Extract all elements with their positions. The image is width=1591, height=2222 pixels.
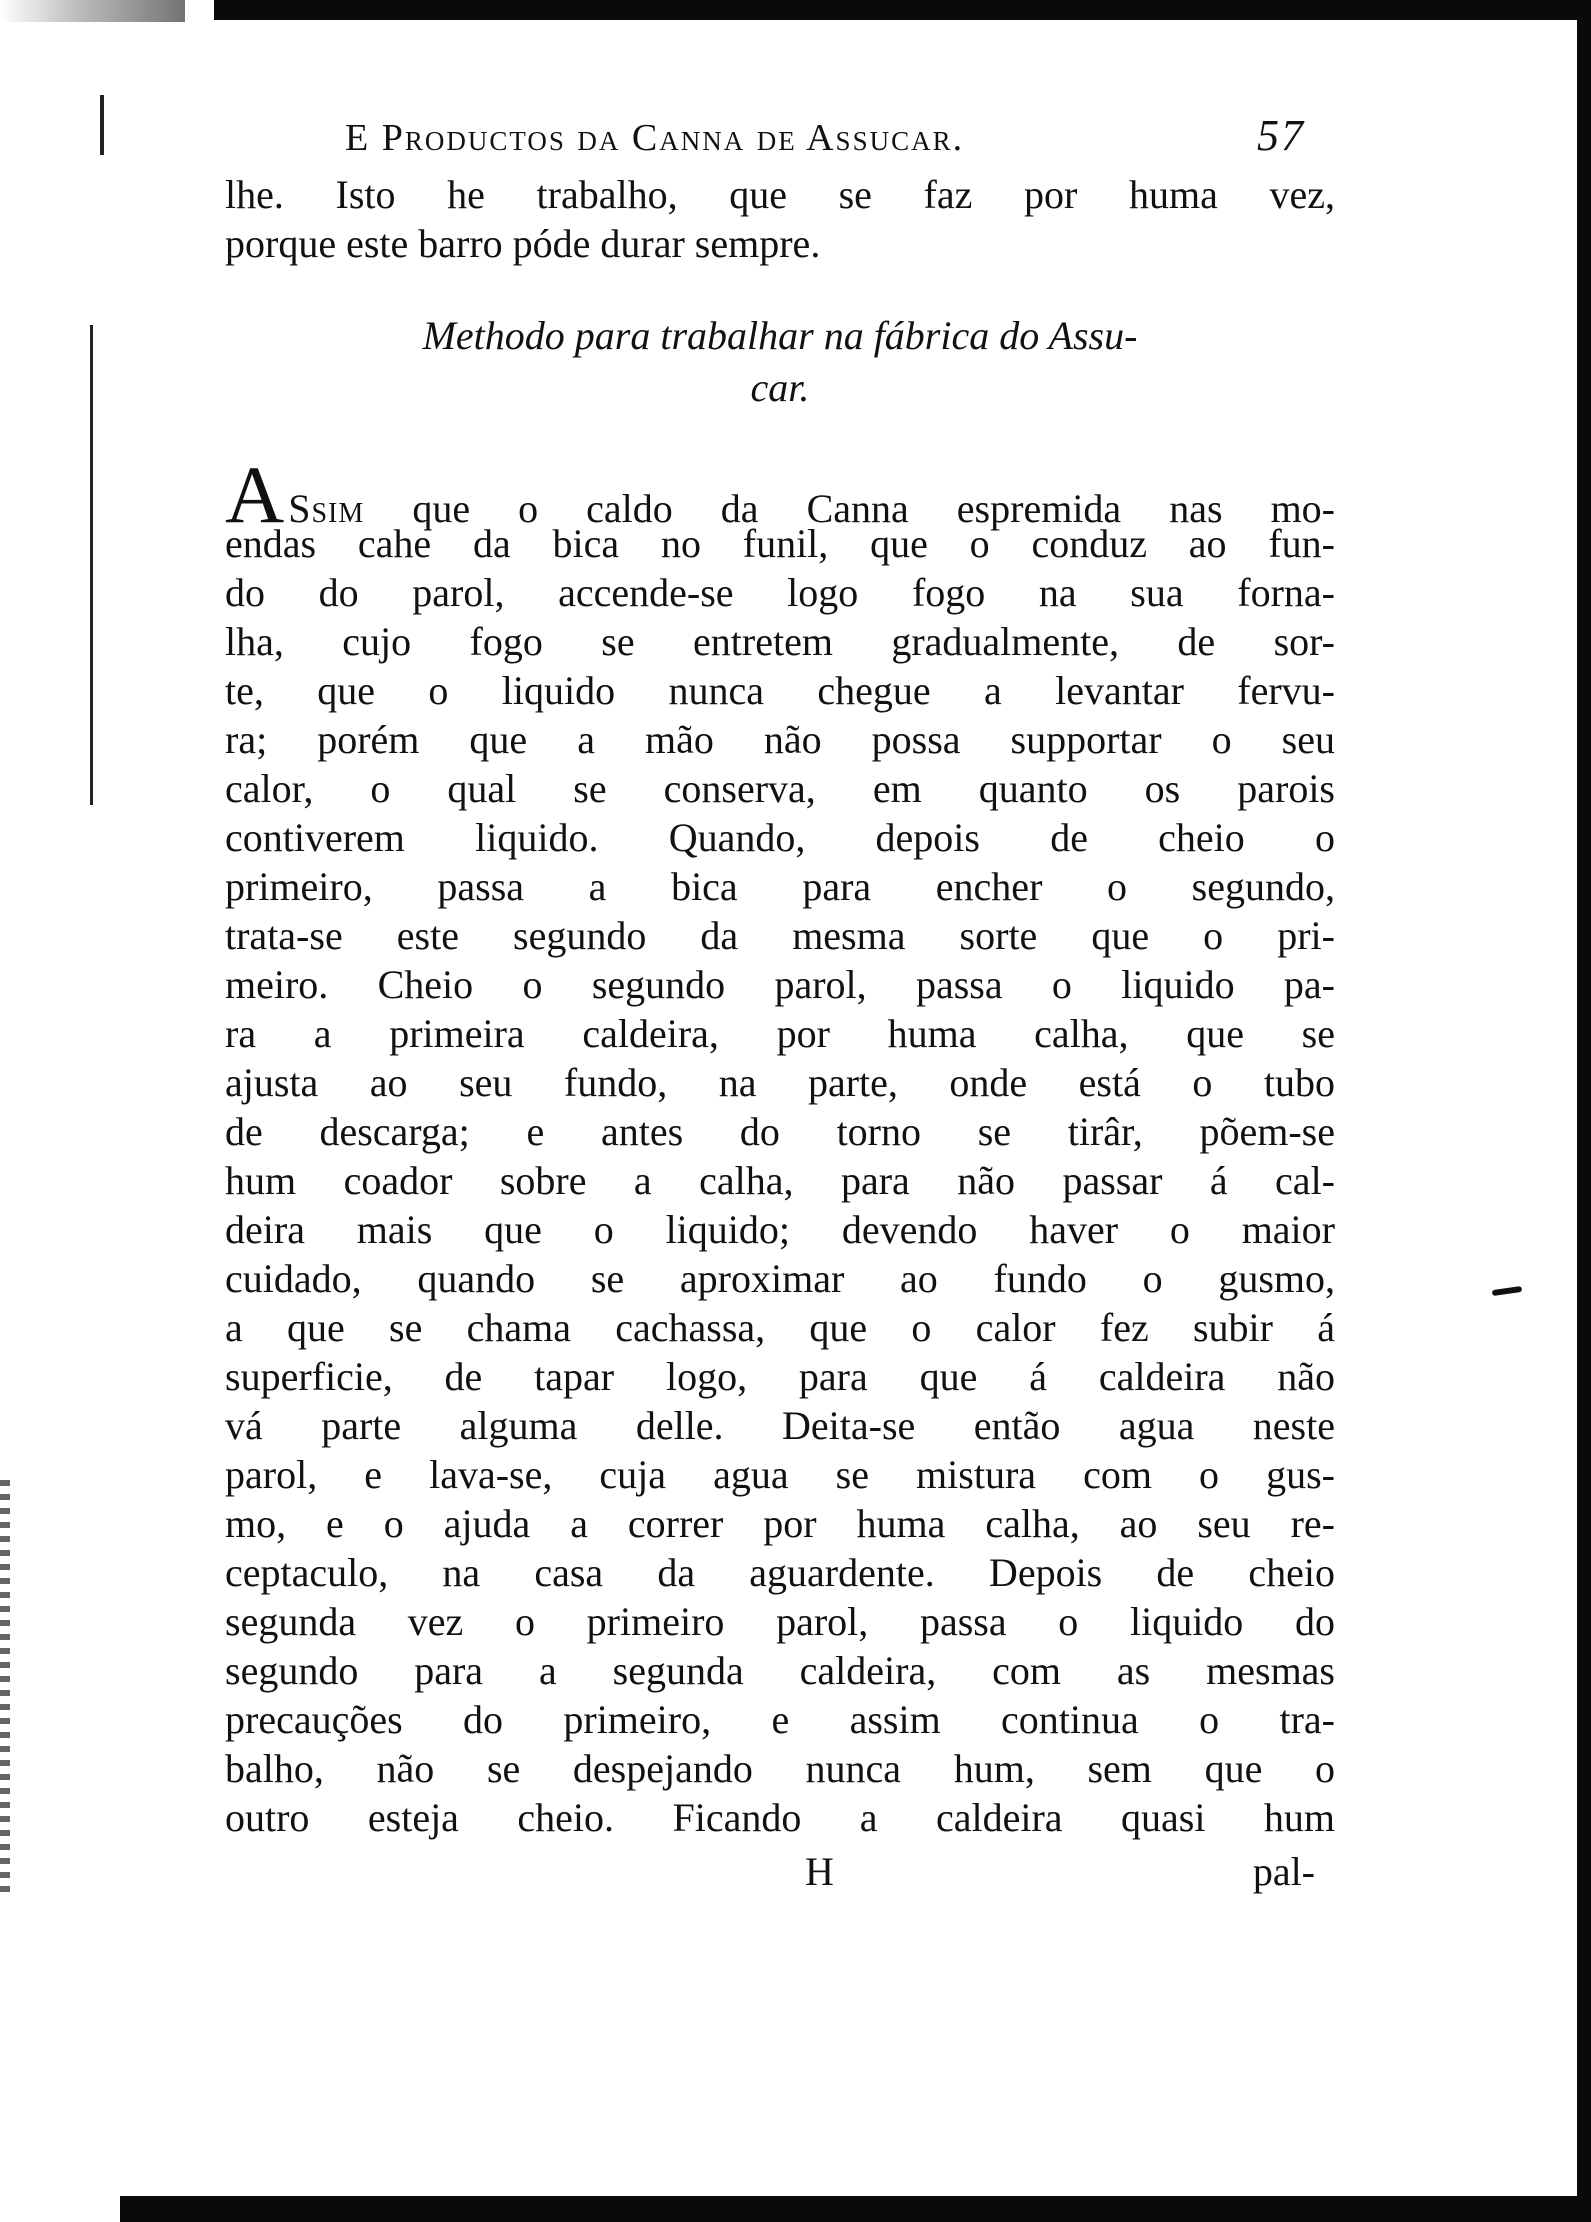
signature-mark: H [805, 1849, 834, 1894]
catchword: pal- [1252, 1849, 1315, 1894]
first-word-smallcaps: Ssim [288, 486, 365, 531]
margin-rule [90, 325, 93, 805]
text-line: contiverem liquido. Quando, depois de cheio o [225, 815, 1335, 860]
text-line: porque este barro póde durar sempre. [225, 221, 821, 266]
text-line: calor, o qual se conserva, em quanto os parois [225, 766, 1335, 811]
section-heading-line: Methodo para trabalhar na fábrica do Assu- [422, 313, 1138, 358]
running-title: E Productos da Canna de Assucar. [345, 117, 965, 159]
text-line: balho, não se despejando nunca hum, sem que o [225, 1746, 1335, 1791]
text-line: ra; porém que a mão não possa supportar o seu [225, 717, 1335, 762]
text-line: vá parte alguma delle. Deita-se então agua neste [225, 1403, 1335, 1448]
text-line: de descarga; e antes do torno se tirâr, põem-se [225, 1109, 1335, 1154]
scan-bottom-border [120, 2196, 1591, 2222]
scan-smudge [0, 0, 185, 22]
page-footer [225, 1848, 1335, 1904]
section-heading-line: car. [750, 365, 810, 410]
body-paragraph [225, 449, 1336, 1842]
first-text-line [225, 449, 1336, 540]
stray-ink-mark [1492, 1286, 1523, 1296]
margin-mark [100, 95, 104, 155]
text-line: endas cahe da bica no funil, que o conduz ao fun- [225, 521, 1335, 566]
text-line: deira mais que o liquido; devendo haver o maior [225, 1207, 1335, 1252]
book-page [225, 110, 1335, 1904]
first-line-text: que o caldo da Canna espremida nas mo- [412, 486, 1336, 531]
text-line: do do parol, accende-se logo fogo na sua forna- [225, 570, 1335, 615]
page-number: 57 [1257, 111, 1305, 160]
text-line: a que se chama cachassa, que o calor fez subir á [225, 1305, 1335, 1350]
drop-cap: A [225, 449, 285, 540]
text-line: segunda vez o primeiro parol, passa o liquido do [225, 1599, 1335, 1644]
text-line: te, que o liquido nunca chegue a levantar fervu- [225, 668, 1335, 713]
text-line: cuidado, quando se aproximar ao fundo o gusmo, [225, 1256, 1335, 1301]
text-line: ra a primeira caldeira, por huma calha, que se [225, 1011, 1335, 1056]
text-line: outro esteja cheio. Ficando a caldeira quasi hum [225, 1795, 1335, 1840]
scan-top-border [214, 0, 1591, 20]
text-line: parol, e lava-se, cuja agua se mistura com o gus- [225, 1452, 1335, 1497]
text-line: precauções do primeiro, e assim continua o tra- [225, 1697, 1335, 1742]
text-line: lhe. Isto he trabalho, que se faz por huma vez, [225, 172, 1335, 217]
scan-binding-edge [0, 1480, 10, 1900]
text-line: primeiro, passa a bica para encher o segundo, [225, 864, 1335, 909]
text-line: mo, e o ajuda a correr por huma calha, ao seu re- [225, 1501, 1335, 1546]
section-heading [225, 310, 1335, 414]
text-line: ceptaculo, na casa da aguardente. Depois de cheio [225, 1550, 1335, 1595]
text-line: ajusta ao seu fundo, na parte, onde está o tubo [225, 1060, 1335, 1105]
running-head [225, 110, 1335, 170]
scan-right-border [1577, 0, 1591, 2222]
text-line: meiro. Cheio o segundo parol, passa o liquido pa- [225, 962, 1335, 1007]
text-line: segundo para a segunda caldeira, com as mesmas [225, 1648, 1335, 1693]
text-line: lha, cujo fogo se entretem gradualmente, de sor- [225, 619, 1335, 664]
text-line: trata-se este segundo da mesma sorte que o pri- [225, 913, 1335, 958]
text-line: hum coador sobre a calha, para não passar á cal- [225, 1158, 1335, 1203]
text-line: superficie, de tapar logo, para que á caldeira não [225, 1354, 1335, 1399]
